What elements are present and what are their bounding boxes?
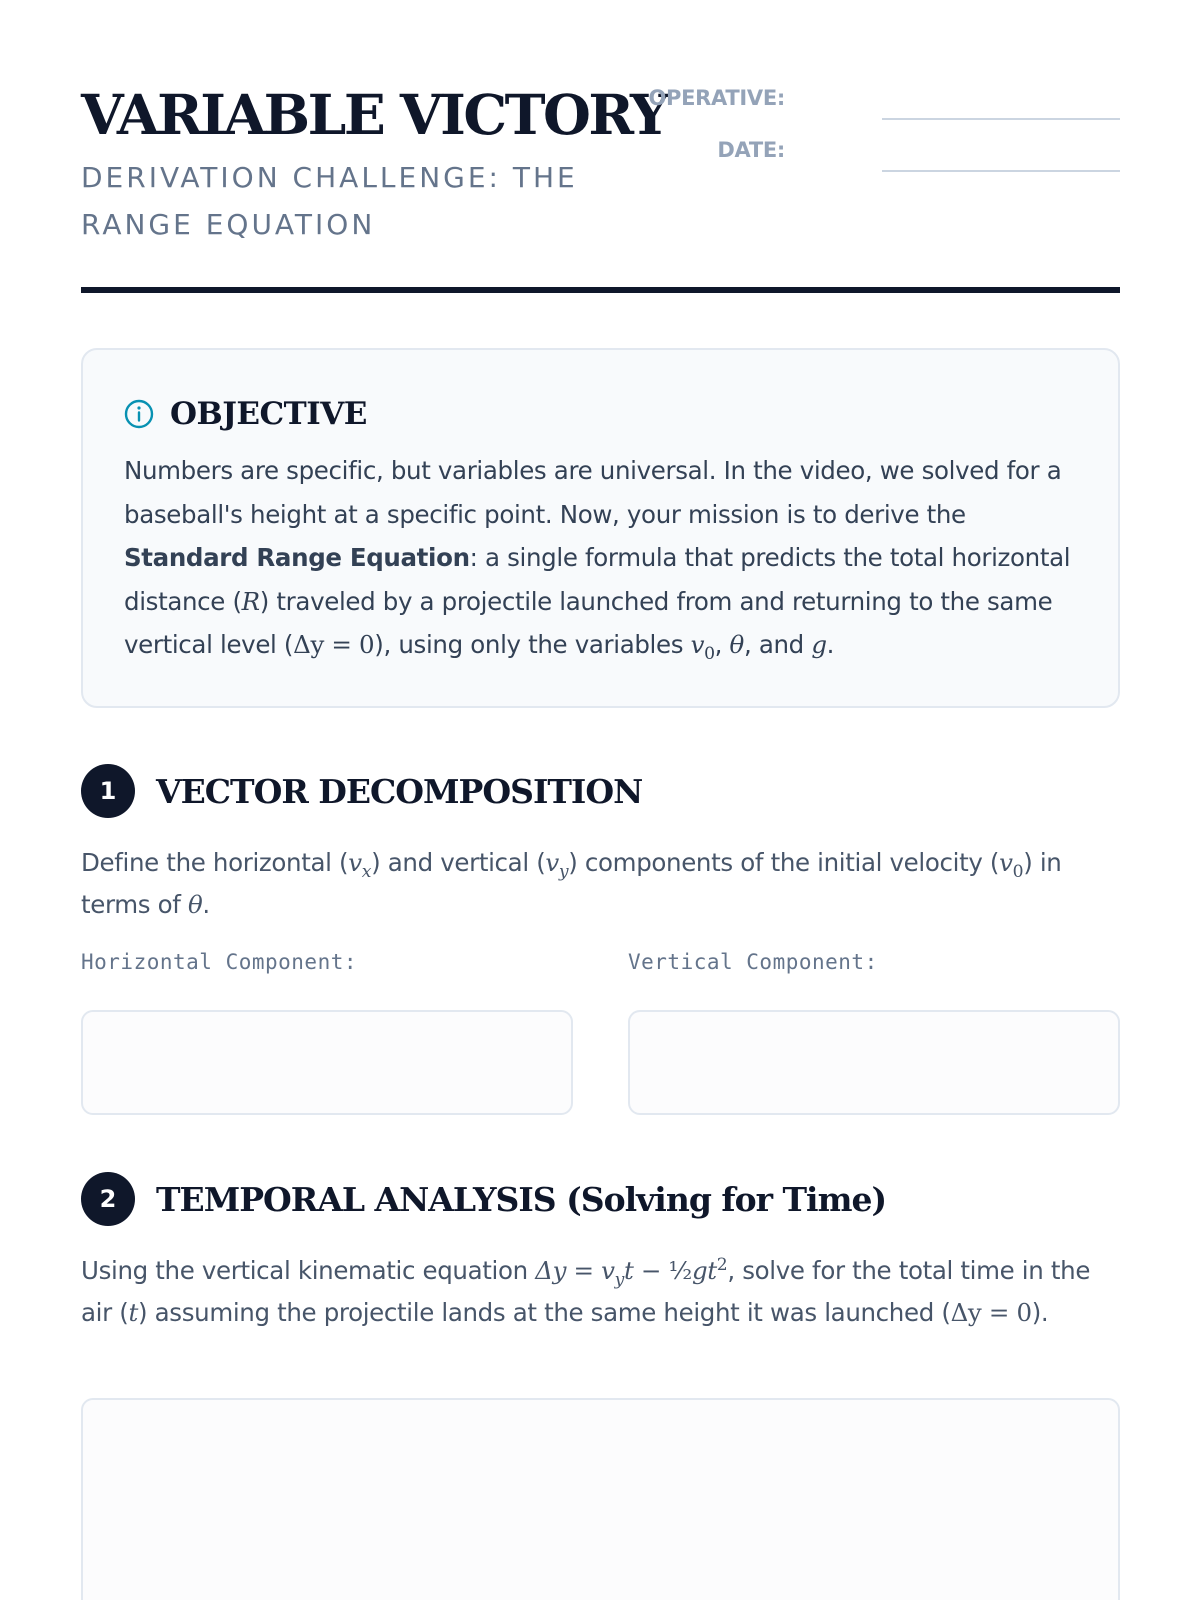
math-variable-vx: v <box>348 848 362 877</box>
math-subscript: 0 <box>704 643 715 664</box>
section-2-instructions <box>81 1250 1120 1334</box>
objective-text-part: . <box>826 630 835 659</box>
instruction-text-part: Define the horizontal ( <box>81 848 349 877</box>
time-answer-box[interactable] <box>81 1398 1120 1600</box>
instruction-text-part: ) components of the initial velocity ( <box>568 848 1000 877</box>
section-1-heading <box>81 764 642 818</box>
math-subscript: x <box>361 861 372 882</box>
math-variable-g: g <box>811 630 827 659</box>
math-variable-v0: v <box>690 630 705 659</box>
page-subtitle: DERIVATION CHALLENGE: THE RANGE EQUATION <box>81 161 578 241</box>
date-line[interactable] <box>882 170 1120 172</box>
math-subscript: y <box>614 1269 624 1290</box>
objective-text-part: , and <box>743 630 812 659</box>
instruction-text-part: ) assuming the projectile lands at the same height it was launched ( <box>138 1298 951 1327</box>
math-variable-vy: v <box>545 848 559 877</box>
page-title: VARIABLE VICTORY <box>81 82 667 147</box>
instruction-text-part: . <box>202 890 210 919</box>
math-subscript: y <box>558 861 569 882</box>
instruction-text-part: ) and vertical ( <box>371 848 546 877</box>
vertical-component-answer-box[interactable] <box>628 1010 1120 1115</box>
objective-heading <box>124 392 1078 436</box>
instruction-text-part: ). <box>1031 1298 1049 1327</box>
math-delta-y-zero: Δy = 0 <box>950 1298 1032 1327</box>
instruction-text-part: ) in terms of <box>81 848 1062 919</box>
objective-title: OBJECTIVE <box>170 396 367 432</box>
section-1-instructions <box>81 842 1120 926</box>
math-variable-theta: θ <box>729 630 744 659</box>
math-variable-theta: θ <box>188 890 203 919</box>
horizontal-component-answer-box[interactable] <box>81 1010 573 1115</box>
header-divider <box>81 287 1120 293</box>
step-number-badge: 1 <box>81 764 135 818</box>
math-equation-part: Δy = v <box>535 1256 615 1285</box>
section-2-title: TEMPORAL ANALYSIS (Solving for Time) <box>156 1179 887 1219</box>
objective-panel <box>81 348 1120 708</box>
vertical-component-label: Vertical Component: <box>628 950 878 974</box>
operative-label: OPERATIVE: <box>648 86 785 110</box>
step-number-badge: 2 <box>81 1172 135 1226</box>
section-2-heading <box>81 1172 886 1226</box>
math-fraction-half: ½ <box>668 1256 692 1285</box>
operative-line[interactable] <box>882 118 1120 120</box>
worksheet-header <box>81 0 1120 295</box>
section-1-title: VECTOR DECOMPOSITION <box>156 771 643 811</box>
objective-text-part: ), using only the variables <box>374 630 691 659</box>
objective-text <box>124 449 1078 667</box>
objective-text-part: : a single formula that predicts the total horizontal distance ( <box>124 543 1071 616</box>
info-circle-icon <box>124 399 154 429</box>
objective-text-part: ) traveled by a projectile launched from and returning to the same vertical level ( <box>124 586 1053 659</box>
math-variable-v0: v <box>999 848 1013 877</box>
date-field[interactable] <box>631 134 1120 174</box>
horizontal-component-label: Horizontal Component: <box>81 950 358 974</box>
math-equation-part: gt <box>691 1256 717 1285</box>
operative-field[interactable] <box>631 82 1120 122</box>
instruction-text-part: Using the vertical kinematic equation <box>81 1256 536 1285</box>
objective-text-part: Numbers are specific, but variables are universal. In the video, we solved for a baseball's height at a specific point. Now, your mission is to derive the <box>124 456 1062 529</box>
math-variable-R: R <box>241 586 260 616</box>
objective-emphasis: Standard Range Equation <box>124 543 470 572</box>
math-equation-part: t − <box>623 1256 669 1285</box>
objective-text-part: , <box>714 630 730 659</box>
math-superscript: 2 <box>716 1254 728 1275</box>
math-delta-y-zero: Δy = 0 <box>293 630 375 659</box>
date-label: DATE: <box>717 138 785 162</box>
math-subscript: 0 <box>1012 861 1024 882</box>
instruction-text-part: , solve for the total time in the air ( <box>81 1256 1091 1327</box>
math-variable-t: t <box>128 1298 138 1327</box>
